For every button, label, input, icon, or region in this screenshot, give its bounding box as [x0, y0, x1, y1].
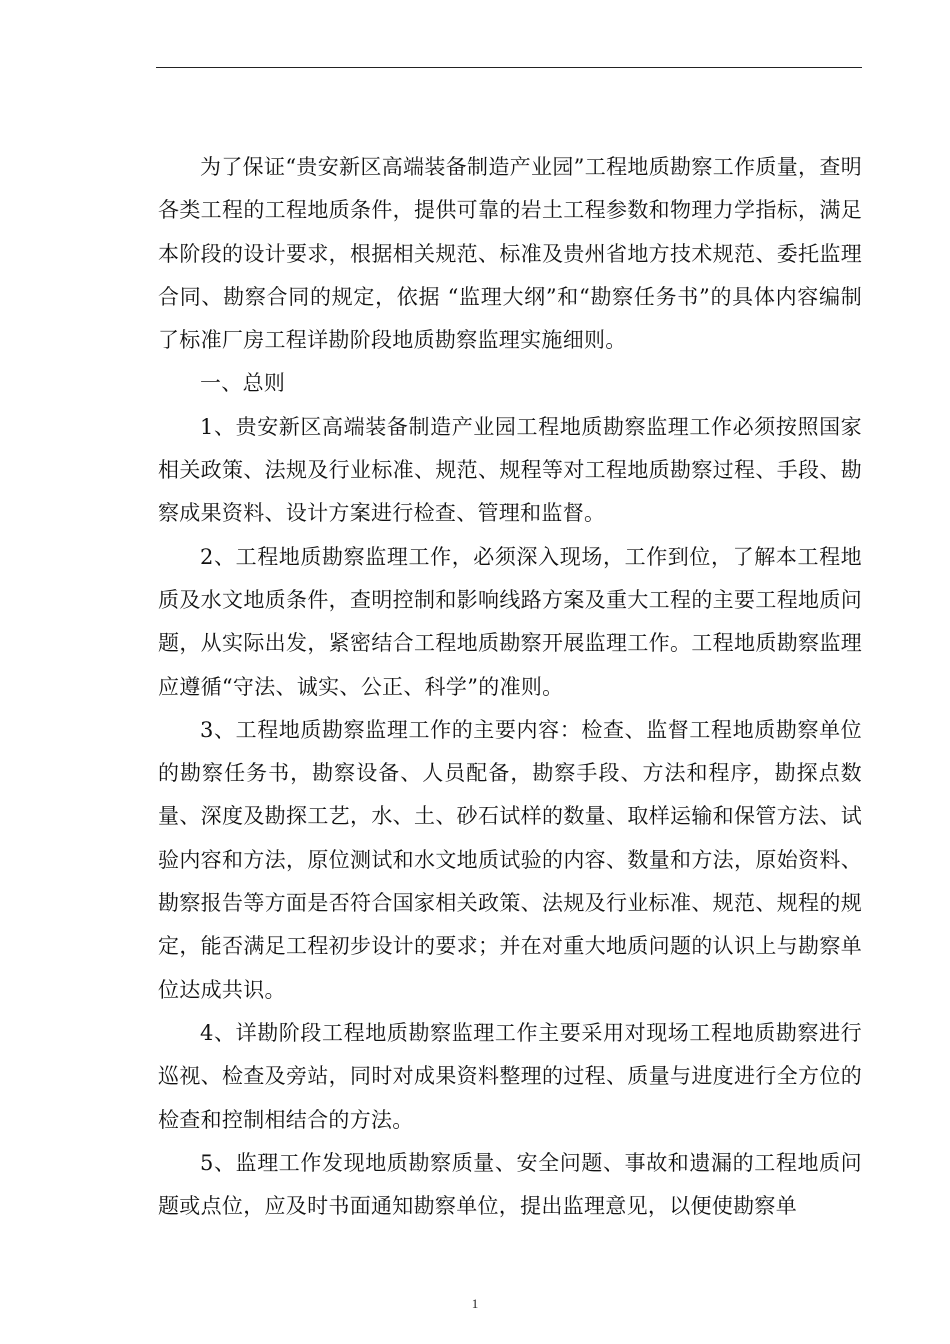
document-body — [158, 146, 862, 1228]
section-heading-general: 一、总则 — [200, 371, 286, 396]
clause-1: 1、贵安新区高端装备制造产业园工程地质勘察监理工作必须按照国家相关政策、法规及行业标准、规范、规程等对工程地质勘察过程、手段、勘察成果资料、设计方案进行检查、管理和监督。 — [158, 414, 862, 526]
page-number: 1 — [471, 1296, 479, 1311]
intro-paragraph: 为了保证“贵安新区高端装备制造产业园”工程地质勘察工作质量，查明各类工程的工程地质条件，提供可靠的岩土工程参数和物理力学指标，满足本阶段的设计要求，根据相关规范、标准及贵州省地方技术规范、委托监理合同、勘察合同的规定，依据 “监理大纲”和“勘察任务书”的具体内容编制了标准厂房工程详勘阶段地质勘察监理实施细则。 — [158, 155, 862, 353]
clause-2: 2、工程地质勘察监理工作，必须深入现场，工作到位，了解本工程地质及水文地质条件，查明控制和影响线路方案及重大工程的主要工程地质问题，从实际出发，紧密结合工程地质勘察开展监理工作。工程地质勘察监理应遵循“守法、诚实、公正、科学”的准则。 — [158, 544, 862, 699]
clause-5: 5、监理工作发现地质勘察质量、安全问题、事故和遗漏的工程地质问题或点位，应及时书面通知勘察单位，提出监理意见，以便使勘察单 — [158, 1150, 862, 1219]
header-rule — [156, 67, 862, 68]
clause-3: 3、工程地质勘察监理工作的主要内容：检查、监督工程地质勘察单位的勘察任务书，勘察设备、人员配备，勘察手段、方法和程序，勘探点数量、深度及勘探工艺，水、土、砂石试样的数量、取样运输和保管方法、试验内容和方法，原位测试和水文地质试验的内容、数量和方法，原始资料、勘察报告等方面是否符合国家相关政策、法规及行业标准、规范、规程的规定，能否满足工程初步设计的要求；并在对重大地质问题的认识上与勘察单位达成共识。 — [158, 717, 862, 1002]
clause-4: 4、详勘阶段工程地质勘察监理工作主要采用对现场工程地质勘察进行巡视、检查及旁站，同时对成果资料整理的过程、质量与进度进行全方位的检查和控制相结合的方法。 — [158, 1020, 862, 1132]
